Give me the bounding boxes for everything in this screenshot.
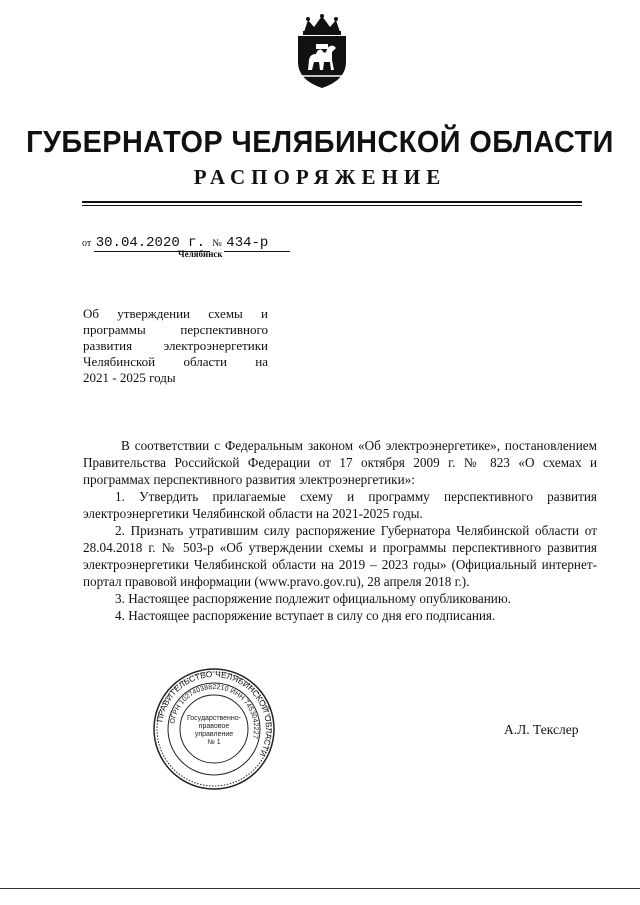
seal-stamp-icon xyxy=(152,667,276,791)
stamp-inner-ring-text: ОГРН 1027403882210 ИНН 7453042227 xyxy=(169,683,260,740)
stamp-center-line: правовое xyxy=(198,723,230,730)
stamp-outer-text: ПРАВИТЕЛЬСТВО ЧЕЛЯБИНСКОЙ ОБЛАСТИ xyxy=(154,668,275,759)
header-rule-thick xyxy=(82,201,582,203)
number-value: 434-р xyxy=(224,235,290,252)
subject-line: развития электроэнергетики xyxy=(83,338,268,353)
subject-line: 2021 - 2025 годы xyxy=(83,370,176,385)
stamp-center-line: Государственно- xyxy=(186,715,242,722)
document-issuer-title: ГУБЕРНАТОР ЧЕЛЯБИНСКОЙ ОБЛАСТИ xyxy=(26,124,614,159)
subject-line: Челябинской области на xyxy=(83,354,268,369)
body-paragraph: 2. Признать утратившим силу распоряжение Губернатора Челябинской области от 28.04.2018 г. № 503-р «Об утверждении схемы и программы перспективного развития электроэнергетики Челябинской области на 2019 – 2023 годы» (Официальный интернет-портал правовой информации (www.pravo.gov.ru), 28 апреля 2018 г.). xyxy=(83,523,597,589)
stamp-center-line: № 1 xyxy=(207,739,221,746)
body-paragraph: 4. Настоящее распоряжение вступает в силу со дня его подписания. xyxy=(115,608,496,623)
date-label: от xyxy=(82,238,92,249)
page-bottom-rule xyxy=(0,888,640,889)
document-subject xyxy=(83,306,268,386)
document-body xyxy=(83,437,597,624)
subject-line: программы перспективного xyxy=(83,322,268,337)
coat-of-arms-icon xyxy=(290,14,354,90)
header-rule-thin xyxy=(82,205,582,206)
body-paragraph: 3. Настоящее распоряжение подлежит официальному опубликованию. xyxy=(115,591,511,606)
subject-line: Об утверждении схемы и xyxy=(83,306,268,321)
city-label: Челябинск xyxy=(178,249,223,259)
document-type-title: РАСПОРЯЖЕНИЕ xyxy=(193,165,447,189)
signer-name: А.Л. Текслер xyxy=(504,722,579,737)
date-value: 30.04.2020 г. xyxy=(94,235,210,252)
number-label: № xyxy=(212,238,222,249)
stamp-center-line: управление xyxy=(194,731,234,738)
body-paragraph: В соответствии с Федеральным законом «Об электроэнергетике», постановлением Правительства Российской Федерации от 17 октября 2009 г. № 823 «О схемах и программах перспективного развития электроэнергетики»: xyxy=(83,438,597,487)
body-paragraph: 1. Утвердить прилагаемые схему и программу перспективного развития электроэнергетики Челябинской области на 2021-2025 годы. xyxy=(83,489,597,521)
